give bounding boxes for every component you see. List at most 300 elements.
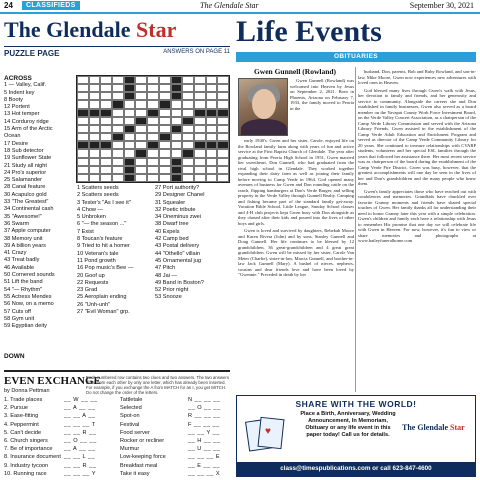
down-heading: DOWN	[4, 353, 25, 360]
exchange-answer-blank[interactable]: __ U __ __	[188, 446, 221, 453]
down-clues-col-1	[77, 185, 155, 316]
clue: 36 Swarm	[4, 220, 30, 227]
grid-cell[interactable]	[77, 149, 89, 157]
grid-cell[interactable]	[217, 174, 229, 182]
grid-block	[194, 109, 206, 117]
clue: 12 Portent	[4, 104, 30, 111]
grid-cell[interactable]	[159, 84, 171, 92]
grid-cell[interactable]	[112, 158, 124, 166]
clue: 41 Crazy	[4, 250, 27, 257]
column-divider	[355, 67, 356, 392]
grid-block	[194, 141, 206, 149]
grid-cell[interactable]	[217, 76, 229, 84]
clue: 38 Memory unit	[4, 235, 43, 242]
grid-cell[interactable]	[124, 100, 136, 108]
clue: 55 Actress Mendes	[4, 293, 52, 300]
clue: 10 Veteran's tale	[77, 250, 119, 257]
grid-cell[interactable]	[112, 174, 124, 182]
grid-block	[135, 149, 147, 157]
grid-cell[interactable]	[147, 92, 159, 100]
clue: 15 Arm of the Arctic	[4, 126, 53, 133]
grid-cell[interactable]	[171, 100, 183, 108]
clue: 43 Treat badly	[4, 257, 40, 264]
grid-cell[interactable]	[194, 149, 206, 157]
grid-cell[interactable]	[159, 76, 171, 84]
grid-cell[interactable]	[100, 84, 112, 92]
grid-block	[147, 109, 159, 117]
clue: 31 Squealer	[155, 199, 186, 206]
exchange-row	[4, 463, 230, 471]
grid-cell[interactable]	[124, 141, 136, 149]
clue: 27 "Evil Woman" grp.	[77, 309, 130, 316]
grid-cell[interactable]	[135, 158, 147, 166]
grid-cell[interactable]	[112, 149, 124, 157]
obituary-paragraph: Gwen's family appreciates those who have reached out with condolences and memories. Grandkids have chuckled over favorite Granny moments and friends have shared special touches of Gwen. Her family thanks all for understanding their need to honor Granny later this year with a simple celebration. Gwen's children and family each have a relationship with Jesus to remember His promise that one day we will celebrate life with Gwen in Heaven. For now, however, it's fun to view or share memories and photographs at www.baileyfuneralhome.com	[358, 188, 476, 243]
grid-block	[171, 166, 183, 174]
clue: 26 "Unh-unh"	[77, 301, 111, 308]
exchange-row	[4, 413, 230, 421]
exchange-answer-blank[interactable]: __ __ Y __	[188, 429, 220, 436]
clue: 28 Canal feature	[4, 184, 46, 191]
grid-cell[interactable]	[112, 109, 124, 117]
portrait-photo	[238, 78, 288, 136]
clue: 8 Booty	[4, 96, 23, 103]
grid-cell[interactable]	[77, 92, 89, 100]
grid-cell[interactable]	[89, 84, 101, 92]
grid-cell[interactable]	[89, 76, 101, 84]
grid-cell[interactable]	[194, 100, 206, 108]
grid-cell[interactable]	[194, 92, 206, 100]
grid-block	[124, 166, 136, 174]
grid-cell[interactable]	[135, 174, 147, 182]
clue: 19 Sunflower State	[4, 155, 52, 162]
grid-cell[interactable]	[217, 117, 229, 125]
grid-cell[interactable]	[147, 84, 159, 92]
grid-cell[interactable]	[147, 100, 159, 108]
exchange-row	[4, 430, 230, 438]
obituary-paragraph: God blessed many lives through Gwen's walk with Jesus, her devotion to family and friends, and her generosity and service to community. Alongside the careers she and Don established in family businesses, Gwen also served as a board member on the Yavapai County Work Force Investment Board, on the Verde Valley Concert Association, as a chairperson of the Camp Verde Library Commission and served with the Arizona Library Friends. Gwen assisted in the establishment of the Camp Verde Adult Education and Enrichment Program and served as director of the Camp Verde Community Library for 20 years. She continued to treasure relationships with CVARP students, volunteers and her special ESL families through the years that followed her assistance there. Her most recent service was as chairperson of the board during the establishment of the Camp Verde Fire District. Gwen was busy, however, that the greatest accomplishments will one day be seen in the lives of her and Don's grandchildren and the many people who knew them.	[358, 87, 476, 186]
masthead-star-text: Star	[136, 17, 177, 42]
grid-cell[interactable]	[100, 133, 112, 141]
grid-cell[interactable]	[100, 166, 112, 174]
obituary-intro	[290, 78, 354, 113]
exchange-answer-blank[interactable]: __ A __ __	[64, 446, 96, 453]
exchange-clue: Murmur	[120, 446, 140, 453]
clue: 29 Designer Chanel	[155, 192, 205, 199]
heart-icon: ♥	[265, 426, 271, 437]
grid-block	[182, 149, 194, 157]
grid-cell[interactable]	[112, 92, 124, 100]
grid-cell[interactable]	[194, 117, 206, 125]
grid-block	[206, 109, 218, 117]
grid-cell[interactable]	[159, 174, 171, 182]
even-exchange-byline: by Donna Pettman	[4, 388, 50, 394]
clue: 57 Cuts off	[4, 308, 31, 315]
grid-cell[interactable]	[112, 84, 124, 92]
exchange-clue: 7. Be of importance	[4, 446, 53, 453]
grid-cell[interactable]	[171, 133, 183, 141]
exchange-answer-blank[interactable]: __ __ R __	[64, 429, 97, 436]
clue: Ocean	[4, 133, 21, 140]
grid-cell[interactable]	[206, 92, 218, 100]
exchange-answer-blank[interactable]: __ A __ __	[64, 405, 96, 412]
grid-cell[interactable]	[147, 166, 159, 174]
grid-cell[interactable]	[171, 109, 183, 117]
clue: 42 Camp bed	[155, 236, 189, 243]
obituary-paragraph: Gwen Gunnell (Rowland) was welcomed into Heaven by Jesus on September 2, 2021. Born in Phoenix, Arizona on February 7, 1933, the family moved to Peoria in the	[290, 78, 354, 111]
exchange-clue: 6. Church singers	[4, 437, 48, 444]
share-line: Announcement, In Memoriam,	[308, 418, 388, 424]
grid-cell[interactable]	[147, 76, 159, 84]
grid-cell[interactable]	[206, 174, 218, 182]
grid-cell[interactable]	[135, 109, 147, 117]
grid-cell[interactable]	[77, 133, 89, 141]
grid-cell[interactable]	[206, 166, 218, 174]
exchange-clue: 10. Running race	[4, 470, 47, 477]
clue: 32 Poetic tribute	[155, 206, 196, 213]
grid-cell[interactable]	[89, 133, 101, 141]
grid-block	[159, 133, 171, 141]
grid-cell[interactable]	[159, 149, 171, 157]
clue: 25 Aeroplain ending	[77, 294, 127, 301]
exchange-answer-blank[interactable]: __ __ __ T	[64, 421, 96, 428]
grid-cell[interactable]	[159, 109, 171, 117]
clue: 14 Corduroy ridge	[4, 118, 49, 125]
exchange-row	[4, 446, 230, 454]
grid-block	[77, 141, 89, 149]
grid-cell[interactable]	[135, 141, 147, 149]
grid-cell[interactable]	[206, 125, 218, 133]
clue: 34 Continental cash	[4, 206, 54, 213]
share-contact-link[interactable]: class@timespublications.com or call 623-847-4600	[237, 462, 475, 476]
grid-cell[interactable]	[124, 109, 136, 117]
grid-cell[interactable]	[100, 158, 112, 166]
photo-face	[252, 89, 276, 119]
grid-cell[interactable]	[100, 125, 112, 133]
puzzle-subheader	[4, 46, 230, 58]
grid-cell[interactable]	[77, 100, 89, 108]
clue: 49 Band in Boston?	[155, 279, 204, 286]
grid-cell[interactable]	[77, 174, 89, 182]
grid-cell[interactable]	[135, 92, 147, 100]
clue: 50 Cornered sounds	[4, 272, 55, 279]
grid-cell[interactable]	[171, 117, 183, 125]
exchange-clue: 9. Industry tycoon	[4, 462, 49, 469]
grid-cell[interactable]	[217, 84, 229, 92]
exchange-clue: Tattletale	[120, 397, 143, 403]
exchange-clue: Selected	[120, 405, 142, 412]
clue: 43 Postal delivery	[155, 243, 200, 250]
exchange-clue: 8. Insurance document	[4, 454, 61, 461]
exchange-answer-blank[interactable]: __ H __ __	[188, 437, 221, 444]
share-title: SHARE WITH THE WORLD!	[295, 399, 417, 409]
grid-block	[159, 100, 171, 108]
grid-cell[interactable]	[124, 149, 136, 157]
share-logo-text: The Glendale	[402, 423, 451, 432]
grid-cell[interactable]	[147, 125, 159, 133]
exchange-answer-blank[interactable]: __ W __ __	[64, 397, 98, 403]
clue: 39 A billion years	[4, 242, 46, 249]
grid-cell[interactable]	[100, 174, 112, 182]
clue: 51 Lift the band	[4, 279, 43, 286]
exchange-answer-blank[interactable]: N __ __ __	[188, 397, 221, 403]
clue: 47 Pitch	[155, 265, 176, 272]
grid-block	[171, 158, 183, 166]
grid-cell[interactable]	[182, 100, 194, 108]
grid-cell[interactable]	[159, 92, 171, 100]
exchange-clue: Take it easy	[120, 470, 150, 477]
obituary-paragraph: Gwen is loved and survived by daughters, Rebekah Moore and Karen Rivera (John) and by sons, Stanley Gunnell and Doug Gunnell. Her life continues to be blessed by 12 grandchildren, 36 great-grandchildren and 4 great great grandchildren. Gwen will be missed by her sister, Carole Van Meter (Charlie), sister-in-law, Marcia Gunnell, and brother-in-law Jack Gunnell (Mary). A bushel of nieces, nephews, cousins and dear friends love and have been loved by "Gwennie." Preceded in death by her	[238, 228, 354, 277]
grid-cell[interactable]	[100, 100, 112, 108]
answers-note: ANSWERS ON PAGE 11	[163, 49, 230, 55]
grid-cell[interactable]	[135, 166, 147, 174]
grid-cell[interactable]	[159, 125, 171, 133]
exchange-clue: Festival	[120, 421, 140, 428]
cards-icon	[245, 414, 287, 454]
grid-block	[135, 117, 147, 125]
clue: 37 Apple computer	[4, 228, 51, 235]
exchange-row	[4, 397, 230, 405]
grid-block	[89, 141, 101, 149]
grid-cell[interactable]	[194, 158, 206, 166]
masthead-text: The Glendale	[4, 17, 137, 42]
exchange-answer-blank[interactable]: __ O __ __	[188, 405, 221, 412]
exchange-clue: Rocker or recliner	[120, 437, 165, 444]
grid-cell[interactable]	[89, 174, 101, 182]
grid-cell[interactable]	[89, 166, 101, 174]
clue: 56 Now, on a memo	[4, 301, 54, 308]
grid-cell[interactable]	[206, 84, 218, 92]
clue: 34 Oneminus zwei	[155, 214, 202, 221]
clue: 46 Available	[4, 264, 35, 271]
grid-cell[interactable]	[135, 125, 147, 133]
clue: 6 "— the season ..."	[77, 221, 127, 228]
grid-cell[interactable]	[135, 100, 147, 108]
clue: 16 Pop music's Bee —	[77, 265, 134, 272]
grid-cell[interactable]	[147, 174, 159, 182]
grid-block	[171, 84, 183, 92]
grid-cell[interactable]	[89, 149, 101, 157]
grid-cell[interactable]	[194, 166, 206, 174]
grid-cell[interactable]	[217, 158, 229, 166]
across-heading: ACROSS	[4, 75, 32, 82]
grid-cell[interactable]	[217, 100, 229, 108]
even-exchange-rows	[4, 397, 230, 479]
grid-cell[interactable]	[124, 133, 136, 141]
even-exchange-title: EVEN EXCHANGE	[4, 375, 101, 387]
grid-cell[interactable]	[159, 117, 171, 125]
grid-cell[interactable]	[89, 125, 101, 133]
obituary-col-2	[358, 69, 476, 246]
grid-cell[interactable]	[135, 76, 147, 84]
grid-cell[interactable]	[89, 100, 101, 108]
exchange-answer-blank[interactable]: __ __ __ X	[188, 470, 221, 477]
grid-cell[interactable]	[182, 109, 194, 117]
grid-cell[interactable]	[112, 125, 124, 133]
grid-cell[interactable]	[206, 117, 218, 125]
grid-cell[interactable]	[182, 158, 194, 166]
grid-cell[interactable]	[112, 76, 124, 84]
grid-block	[171, 174, 183, 182]
grid-cell[interactable]	[100, 117, 112, 125]
life-events-title: Life Events	[236, 15, 382, 48]
grid-cell[interactable]	[77, 117, 89, 125]
exchange-answer-blank[interactable]: __ __ __ E	[188, 454, 221, 461]
exchange-row	[4, 454, 230, 462]
grid-cell[interactable]	[182, 174, 194, 182]
grid-block	[124, 158, 136, 166]
grid-cell[interactable]	[147, 133, 159, 141]
clue: 20 Goof up	[77, 272, 105, 279]
grid-cell[interactable]	[206, 76, 218, 84]
exchange-row	[4, 471, 230, 479]
grid-cell[interactable]	[194, 76, 206, 84]
grid-cell[interactable]	[89, 92, 101, 100]
grid-cell[interactable]	[89, 158, 101, 166]
clue: 58 Gym unit	[4, 315, 35, 322]
grid-cell[interactable]	[194, 174, 206, 182]
grid-cell[interactable]	[206, 133, 218, 141]
exchange-row	[4, 422, 230, 430]
grid-cell[interactable]	[89, 117, 101, 125]
exchange-answer-blank[interactable]: F __ __ __	[188, 421, 220, 428]
grid-block	[77, 109, 89, 117]
grid-cell[interactable]	[135, 84, 147, 92]
clue: 40 Expels	[155, 228, 180, 235]
grid-cell[interactable]	[182, 141, 194, 149]
grid-cell[interactable]	[159, 158, 171, 166]
grid-cell[interactable]	[182, 84, 194, 92]
grid-cell[interactable]	[171, 149, 183, 157]
grid-block	[124, 125, 136, 133]
clue: 27 Port authority?	[155, 185, 200, 191]
clue: 59 Egyptian deity	[4, 323, 47, 330]
grid-cell[interactable]	[77, 84, 89, 92]
grid-cell[interactable]	[182, 133, 194, 141]
exchange-answer-blank[interactable]: __ __ A __	[64, 413, 96, 420]
exchange-answer-blank[interactable]: __ __ __ Y	[64, 470, 96, 477]
share-ad	[236, 395, 476, 477]
grid-cell[interactable]	[217, 125, 229, 133]
grid-cell[interactable]	[100, 76, 112, 84]
clue: 9 Tried to hit a homer	[77, 243, 130, 250]
grid-cell[interactable]	[147, 149, 159, 157]
grid-cell[interactable]	[171, 141, 183, 149]
clue: 5 Unbroken	[77, 214, 106, 221]
exchange-clue: 4. Peppermint	[4, 421, 39, 428]
grid-cell[interactable]	[147, 117, 159, 125]
exchange-clue: 5. Can't decide	[4, 429, 42, 436]
clue: 7 Exist	[77, 228, 94, 235]
clue: 53 Snooze	[155, 294, 182, 301]
grid-cell[interactable]	[112, 166, 124, 174]
grid-block	[124, 92, 136, 100]
grid-cell[interactable]	[206, 100, 218, 108]
paper-name: The Glendale Star	[200, 1, 259, 10]
grid-cell[interactable]	[194, 133, 206, 141]
even-exchange-box	[4, 370, 230, 480]
grid-block	[100, 141, 112, 149]
puzzle-subtitle: PUZZLE PAGE	[4, 49, 60, 58]
grid-cell[interactable]	[206, 149, 218, 157]
grid-cell[interactable]	[112, 117, 124, 125]
grid-cell[interactable]	[77, 166, 89, 174]
clue: 5 Indent key	[4, 89, 35, 96]
clue: 23 Grad	[77, 287, 98, 294]
down-clues-col-2	[155, 185, 232, 302]
exchange-answer-blank[interactable]: __ E __ __	[188, 462, 221, 469]
exchange-answer-blank[interactable]: __ O __ __	[64, 437, 97, 444]
grid-cell[interactable]	[112, 141, 124, 149]
clue: 17 Desire	[4, 140, 28, 147]
exchange-clue: 2. Pursue	[4, 405, 28, 412]
puzzle-masthead	[4, 17, 176, 43]
exchange-answer-blank[interactable]: __ __ L __	[64, 454, 96, 461]
grid-cell[interactable]	[217, 133, 229, 141]
down-list-1	[77, 200, 155, 317]
grid-block	[89, 109, 101, 117]
grid-block	[171, 125, 183, 133]
grid-cell[interactable]	[159, 166, 171, 174]
obituary-name: Gwen Gunnell (Rowland)	[253, 67, 337, 76]
grid-cell[interactable]	[217, 149, 229, 157]
grid-cell[interactable]	[135, 133, 147, 141]
exchange-clue: 3. Ease-fitting	[4, 413, 39, 420]
grid-block	[206, 141, 218, 149]
grid-cell[interactable]	[182, 92, 194, 100]
grid-cell[interactable]	[77, 125, 89, 133]
grid-cell[interactable]	[194, 125, 206, 133]
across-clues	[4, 75, 76, 330]
grid-cell[interactable]	[124, 117, 136, 125]
grid-block	[124, 84, 136, 92]
issue-date: September 30, 2021	[409, 1, 474, 10]
clue: 35 "Awesome!"	[4, 213, 42, 220]
clue: 24 Pro's superior	[4, 169, 47, 176]
grid-cell[interactable]	[182, 76, 194, 84]
grid-cell[interactable]	[77, 158, 89, 166]
grid-cell[interactable]	[194, 84, 206, 92]
grid-cell[interactable]	[206, 158, 218, 166]
exchange-answer-blank[interactable]: __ __ R __	[64, 462, 97, 469]
exchange-answer-blank[interactable]: R __ __ __	[188, 413, 221, 420]
clue: 3 Tester's "As I see it"	[77, 199, 131, 206]
grid-cell[interactable]	[217, 166, 229, 174]
clue: 38 Dwarf tree	[155, 221, 189, 228]
card-shape	[257, 417, 284, 449]
grid-cell[interactable]	[147, 158, 159, 166]
clue: 30 Acapulco gold	[4, 191, 47, 198]
obituary-col-1	[238, 138, 354, 280]
obituary-paragraph: early 1940's. Gwen and her sister, Carole, enjoyed life on the Rowland family farm along with years of fun and active service at the First Baptist Church of Glendale. The year after graduating from Peoria High School in 1951, Gwen married her sweetheart, Don Gunnell, who had graduated from the rival high school in Glendale. They worked together expanding their dairy farm as well as joining their family before moving to Camp Verde in 1964. God opened many avenues of business for Gwen and Don rounding cattle on the ranch, flipping hamburgers at Don's Verde Burger, and selling property in the Verde Valley through Gunnell Realty. Camping and fishing became part of the standard family get-away. Vacation Bible School, Little League, Sunday School classes and 4-H club projects kept Gwen busy with Don alongside as they chased after their kids and poured into the lives of other boys and girls.	[238, 138, 354, 226]
grid-cell[interactable]	[100, 149, 112, 157]
grid-block	[124, 174, 136, 182]
grid-cell[interactable]	[159, 141, 171, 149]
grid-cell[interactable]	[217, 92, 229, 100]
grid-block	[217, 109, 229, 117]
section-tab[interactable]: CLASSIFIEDS	[22, 1, 80, 10]
obituaries-bar: OBITUARIES	[236, 52, 476, 62]
exchange-row	[4, 405, 230, 413]
grid-cell[interactable]	[182, 166, 194, 174]
grid-cell[interactable]	[77, 76, 89, 84]
clue: 25 Salamander	[4, 177, 42, 184]
grid-cell[interactable]	[182, 125, 194, 133]
crossword-grid[interactable]	[76, 75, 230, 183]
grid-cell[interactable]	[100, 92, 112, 100]
grid-block	[112, 100, 124, 108]
clue: 2 Scatters seeds	[77, 192, 119, 199]
